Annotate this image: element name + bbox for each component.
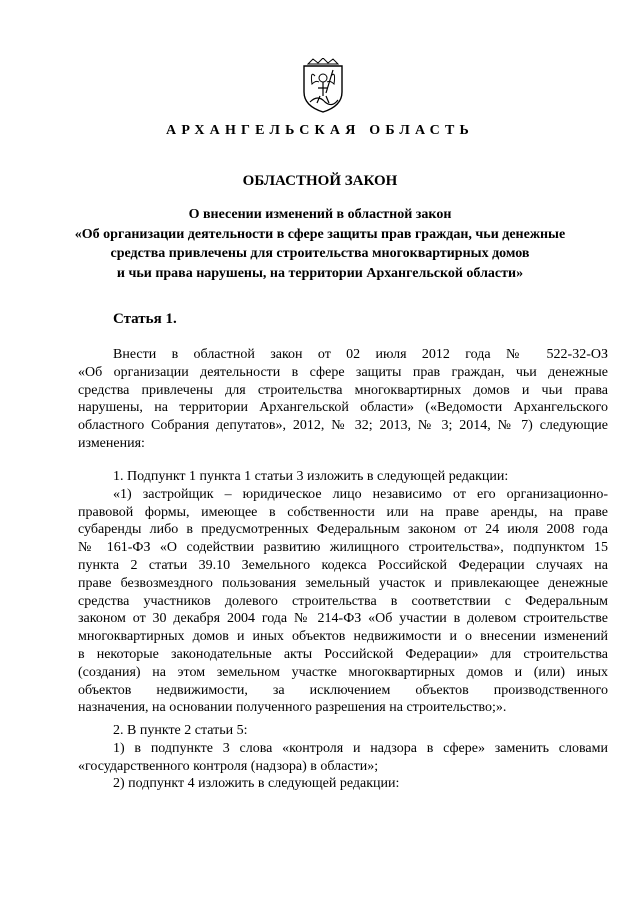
paragraph-line: законом от 30 декабря 2004 года № 214-ФЗ «Об участии в долевом строительстве bbox=[78, 611, 608, 627]
paragraph-line: «Об организации деятельности в сфере защиты прав граждан, чьи денежные bbox=[78, 364, 608, 380]
paragraph-line: субаренды либо в предусмотренных Федеральным законом от 24 июля 2008 года bbox=[78, 522, 608, 538]
law-title-line: и чьи права нарушены, на территории Архангельской области» bbox=[116, 265, 524, 281]
paragraph-line: 1) в подпункте 3 слова «контроля и надзора в сфере» заменить словами bbox=[113, 740, 608, 756]
paragraph-line: назначения, на основании полученного разрешения на строительство;». bbox=[78, 700, 507, 716]
amendment-2 bbox=[78, 722, 608, 793]
paragraph-line: средства участников долевого строительства в соответствии с Федеральным bbox=[78, 593, 608, 609]
intro-paragraph bbox=[78, 346, 608, 453]
paragraph-line: объектов недвижимости, за исключением объектов производственного bbox=[78, 682, 608, 698]
amendment-1 bbox=[78, 468, 608, 717]
paragraph-line: «государственного контроля (надзора) в области»; bbox=[78, 758, 379, 774]
article-heading: Статья 1. bbox=[113, 311, 177, 327]
paragraph-line: Внести в областной закон от 02 июля 2012 года № 522-32-ОЗ bbox=[113, 347, 608, 362]
law-title-line: О внесении изменений в областной закон bbox=[188, 207, 452, 222]
coat-of-arms-emblem-icon bbox=[300, 58, 346, 114]
law-title-line: средства привлечены для строительства многоквартирных домов bbox=[110, 246, 530, 261]
paragraph-line: нарушены, на территории Архангельской области» («Ведомости Архангельского bbox=[78, 400, 608, 416]
paragraph-line: многоквартирных домов и иных объектов недвижимости и о внесении изменений bbox=[78, 629, 608, 645]
law-title bbox=[60, 205, 580, 283]
paragraph-line: правовой формы, имеющее в собственности или на праве аренды, на праве bbox=[78, 504, 608, 520]
paragraph-line: изменения: bbox=[78, 435, 145, 451]
paragraph-line: пункта 2 статьи 39.10 Земельного кодекса Российской Федерации случаях на bbox=[78, 557, 608, 573]
law-type-heading: ОБЛАСТНОЙ ЗАКОН bbox=[242, 173, 398, 189]
paragraph-line: в некоторые законодательные акты Российской Федерации» для строительства bbox=[78, 646, 608, 662]
paragraph-line: 2) подпункт 4 изложить в следующей редакции: bbox=[113, 776, 400, 792]
paragraph-line: (создания) на этом земельном участке многоквартирных домов и (или) иных bbox=[78, 664, 608, 680]
paragraph-line: № 161-ФЗ «О содействии развитию жилищного строительства», подпунктом 15 bbox=[78, 540, 608, 556]
paragraph-line: 1. Подпункт 1 пункта 1 статьи 3 изложить в следующей редакции: bbox=[113, 469, 509, 484]
region-name: АРХАНГЕЛЬСКАЯ ОБЛАСТЬ bbox=[166, 123, 474, 138]
paragraph-line: 2. В пункте 2 статьи 5: bbox=[113, 723, 248, 738]
law-title-line: «Об организации деятельности в сфере защиты прав граждан, чьи денежные bbox=[74, 226, 566, 242]
paragraph-line: областного Собрания депутатов», 2012, № 32; 2013, № 3; 2014, № 7) следующие bbox=[78, 418, 608, 434]
paragraph-line: «1) застройщик – юридическое лицо независимо от его организационно- bbox=[113, 486, 608, 502]
paragraph-line: праве безвозмездного пользования земельный участок и привлекающее денежные bbox=[78, 575, 608, 591]
paragraph-line: средства привлечены для строительства многоквартирных домов и чьи права bbox=[78, 382, 608, 398]
